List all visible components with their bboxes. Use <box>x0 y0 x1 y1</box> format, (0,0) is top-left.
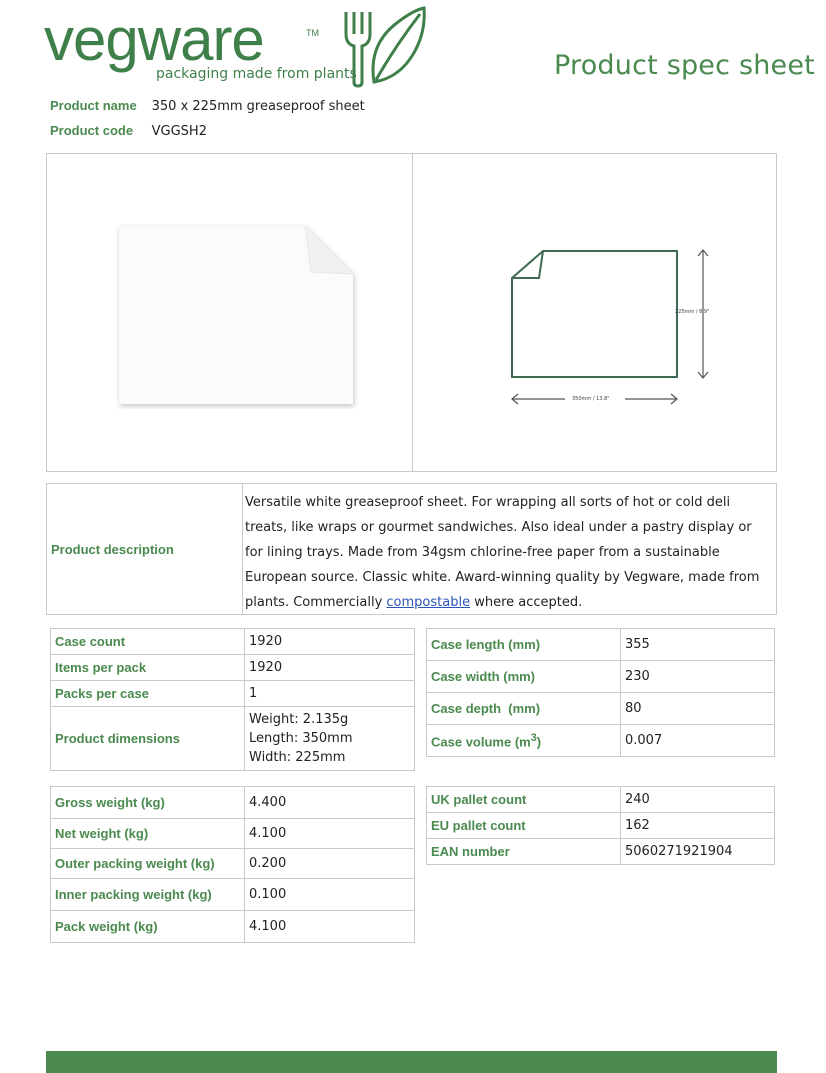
product-description <box>46 483 777 615</box>
items-per-pack-label: Items per pack <box>51 655 245 681</box>
packs-per-case-label: Packs per case <box>51 681 245 707</box>
case-volume-superscript: 3 <box>530 731 537 744</box>
net-weight-value: 4.100 <box>245 819 415 849</box>
product-name-value: 350 x 225mm greaseproof sheet <box>151 99 365 114</box>
dimension-length: Length: 350mm <box>249 731 353 746</box>
image-divider <box>412 154 413 471</box>
case-table <box>426 628 775 757</box>
table-row <box>51 707 415 771</box>
description-divider <box>242 484 243 614</box>
table-row <box>427 839 775 865</box>
case-volume-value: 0.007 <box>621 725 775 757</box>
footer-band <box>46 1051 777 1073</box>
case-volume-close: ) <box>536 734 542 750</box>
table-row <box>51 655 415 681</box>
table-row <box>427 725 775 757</box>
pack-weight-label: Pack weight (kg) <box>51 911 245 943</box>
case-count-value: 1920 <box>245 629 415 655</box>
table-row <box>51 879 415 911</box>
product-code-label: Product code <box>50 123 134 138</box>
table-row <box>51 849 415 879</box>
table-row <box>427 661 775 693</box>
dimension-weight: Weight: 2.135g <box>249 712 349 727</box>
vegware-logo <box>44 4 434 88</box>
counts-table <box>50 628 415 771</box>
table-row <box>427 787 775 813</box>
outer-packing-weight-label: Outer packing weight (kg) <box>51 849 245 879</box>
pack-weight-value: 4.100 <box>245 911 415 943</box>
case-width-label: Case width (mm) <box>427 661 621 693</box>
width-dimension-label: 350mm / 13.8" <box>572 396 610 402</box>
case-count-label: Case count <box>51 629 245 655</box>
logo-trademark: TM <box>306 28 319 38</box>
product-name-row <box>50 98 365 114</box>
ean-number-value: 5060271921904 <box>621 839 775 865</box>
case-volume-text: Case volume (m <box>431 734 531 750</box>
table-row <box>51 911 415 943</box>
pallet-table <box>426 786 775 865</box>
table-row <box>427 813 775 839</box>
outer-packing-weight-value: 0.200 <box>245 849 415 879</box>
inner-packing-weight-label: Inner packing weight (kg) <box>51 879 245 911</box>
gross-weight-value: 4.400 <box>245 787 415 819</box>
product-code-row <box>50 123 207 139</box>
table-row <box>427 629 775 661</box>
product-dimensions-value <box>245 707 415 771</box>
case-length-value: 355 <box>621 629 775 661</box>
uk-pallet-count-label: UK pallet count <box>427 787 621 813</box>
case-length-label: Case length (mm) <box>427 629 621 661</box>
product-photo <box>115 224 360 409</box>
product-name-label: Product name <box>50 98 137 113</box>
eu-pallet-count-value: 162 <box>621 813 775 839</box>
table-row <box>427 693 775 725</box>
fork-leaf-icon <box>328 4 428 88</box>
description-body: Versatile white greaseproof sheet. For wrapping all sorts of hot or cold deli treats, like wraps or gourmet sandwiches. Also ideal under a pastry display or for lining trays. Made from 34gsm chlorine-free paper from a sustainable European source. Classic white. Award-winning quality by Vegware, made from plants. Commercially <box>245 495 760 610</box>
case-depth-label: Case depth (mm) <box>427 693 621 725</box>
table-row <box>51 787 415 819</box>
packs-per-case-value: 1 <box>245 681 415 707</box>
dimension-width: Width: 225mm <box>249 750 346 765</box>
table-row <box>51 819 415 849</box>
eu-pallet-count-label: EU pallet count <box>427 813 621 839</box>
height-dimension-label: 225mm / 8.9" <box>675 309 710 315</box>
table-row <box>51 681 415 707</box>
logo-wordmark: vegware <box>44 6 264 73</box>
uk-pallet-count-value: 240 <box>621 787 775 813</box>
product-code-value: VGGSH2 <box>151 124 207 139</box>
case-width-value: 230 <box>621 661 775 693</box>
page-title: Product spec sheet <box>554 50 815 81</box>
product-dimensions-label: Product dimensions <box>51 707 245 771</box>
case-depth-value: 80 <box>621 693 775 725</box>
description-tail: where accepted. <box>470 595 583 610</box>
net-weight-label: Net weight (kg) <box>51 819 245 849</box>
description-label: Product description <box>51 542 174 557</box>
gross-weight-label: Gross weight (kg) <box>51 787 245 819</box>
weights-table <box>50 786 415 943</box>
compostable-link[interactable]: compostable <box>386 595 471 610</box>
inner-packing-weight-value: 0.100 <box>245 879 415 911</box>
ean-number-label: EAN number <box>427 839 621 865</box>
table-row <box>51 629 415 655</box>
logo-tagline: packaging made from plants <box>156 66 357 82</box>
product-images <box>46 153 777 472</box>
case-volume-label <box>427 725 621 757</box>
dimension-drawing <box>507 242 777 412</box>
items-per-pack-value: 1920 <box>245 655 415 681</box>
description-text <box>245 490 773 615</box>
